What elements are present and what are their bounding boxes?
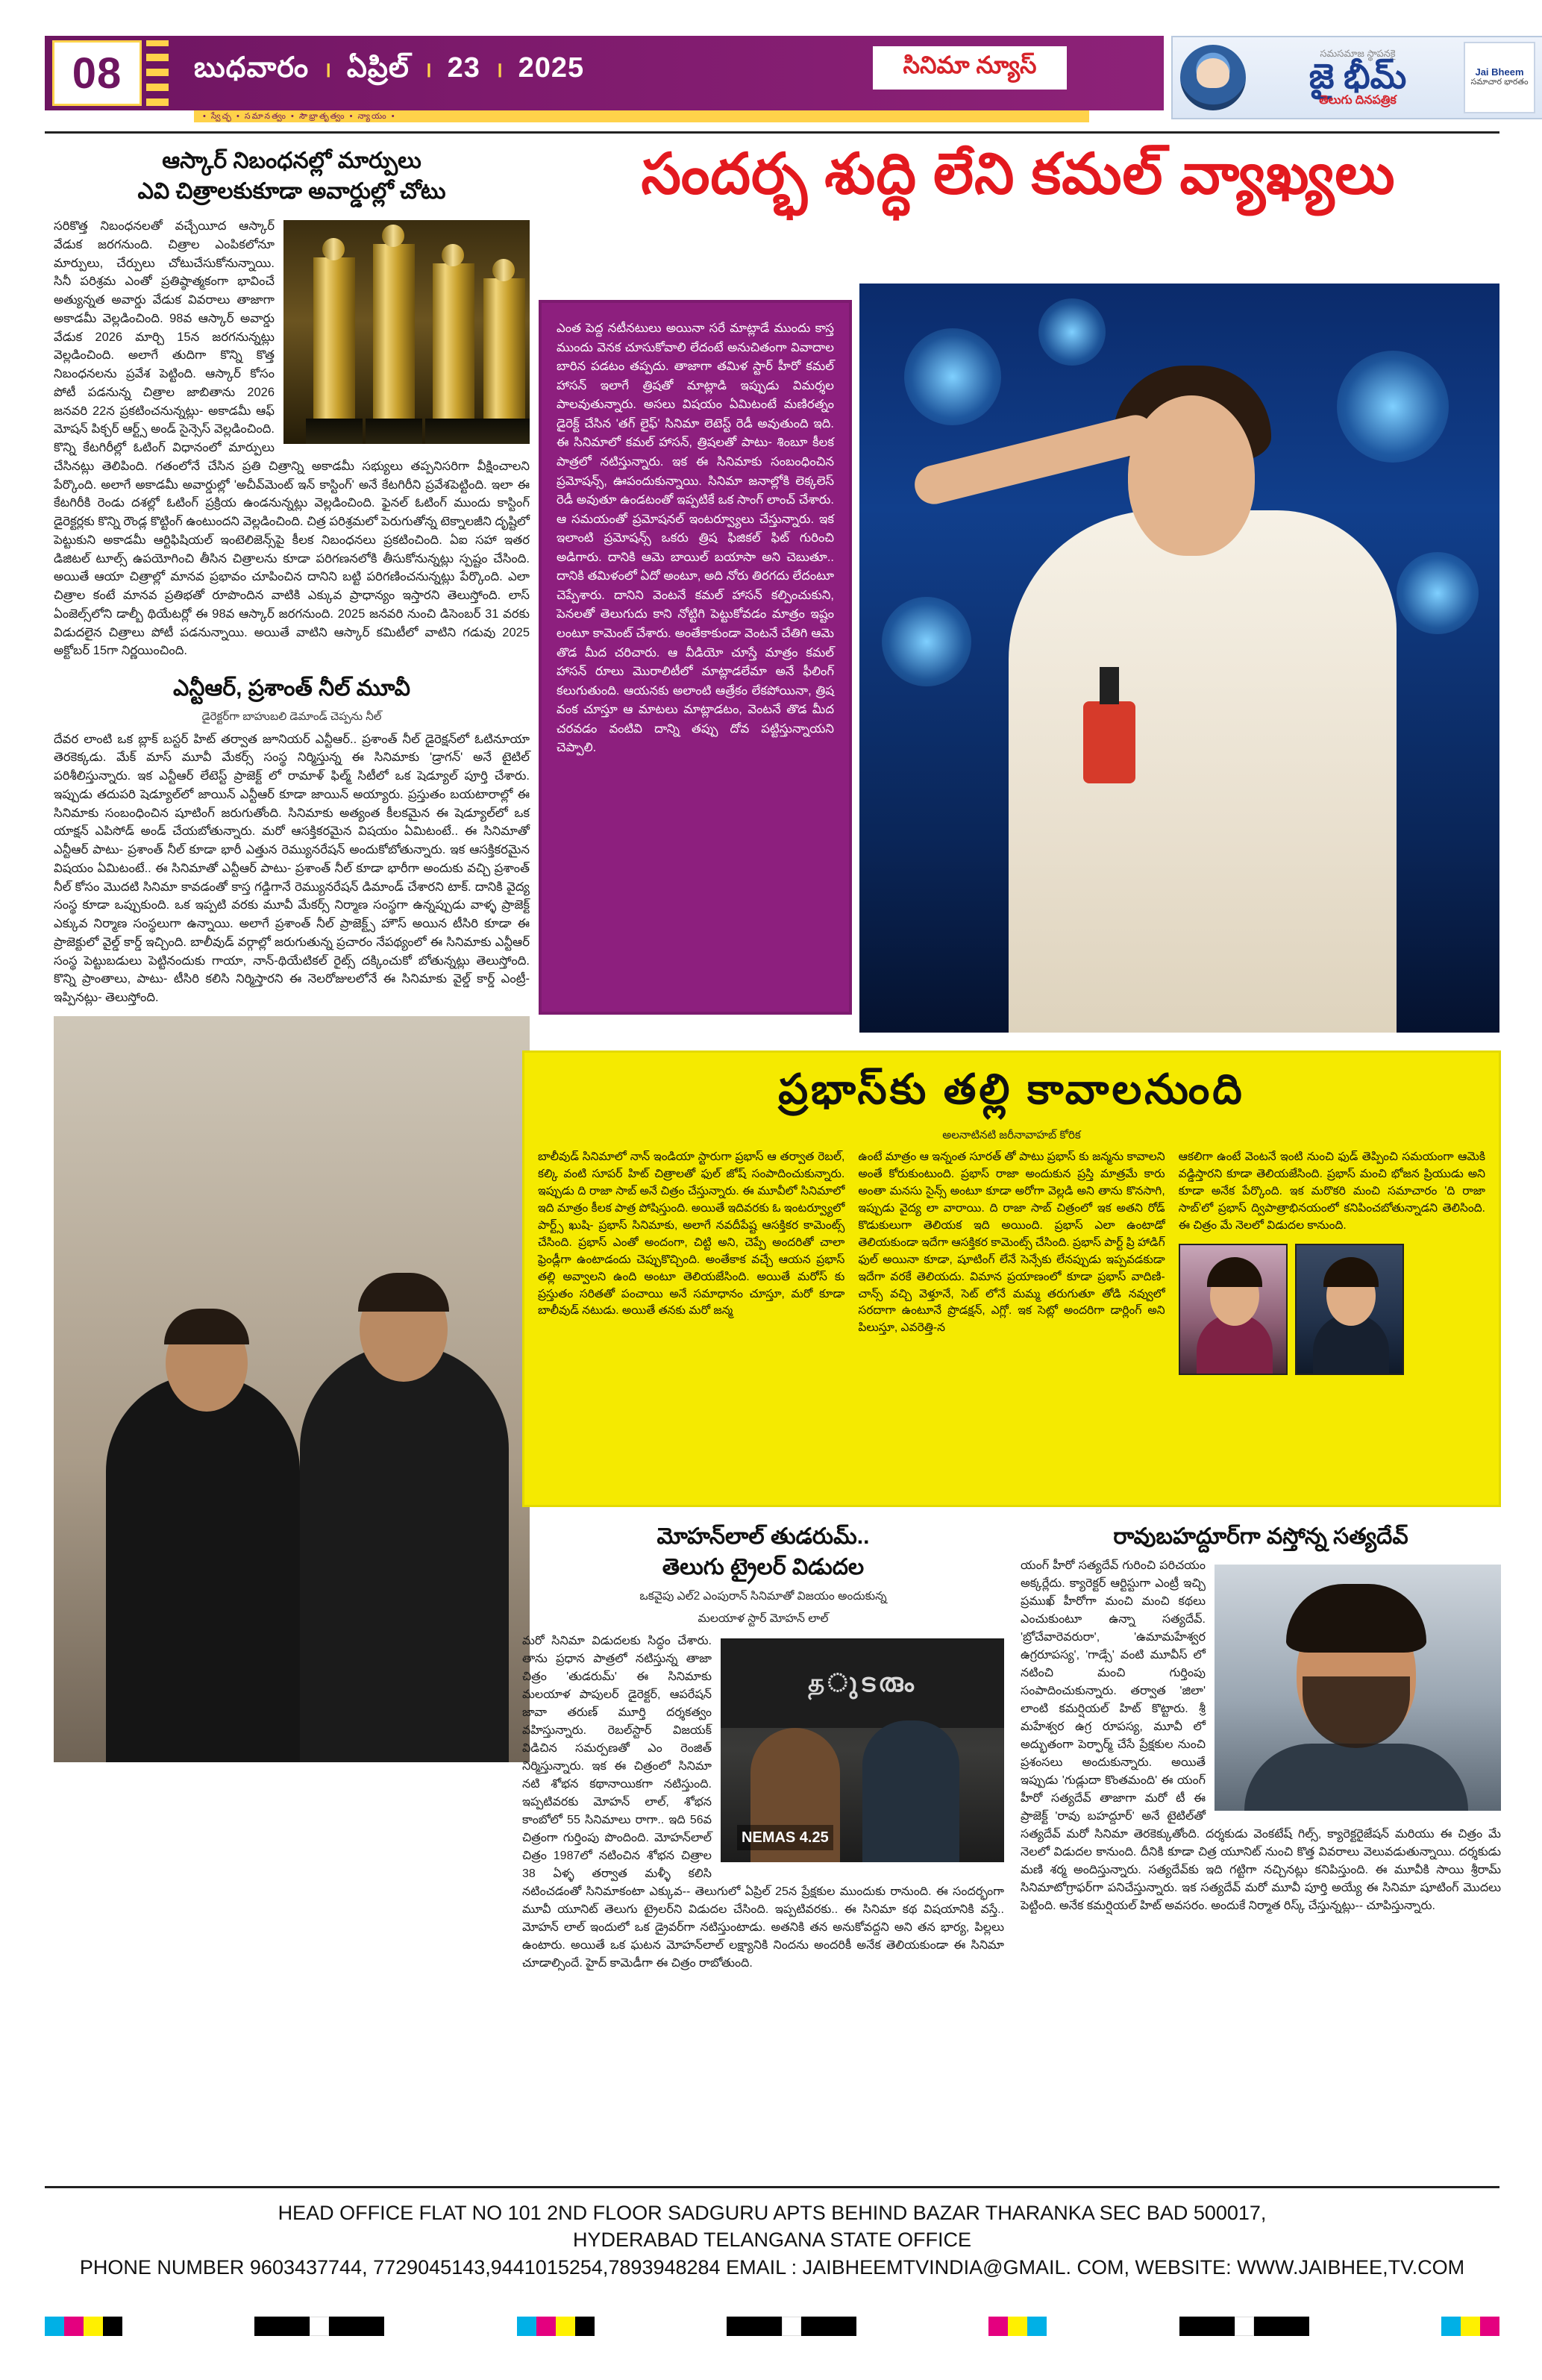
person-hair	[1323, 1257, 1379, 1287]
prabhas-byline: అలనాటినటి జరీనావాహబ్ కోరిక	[942, 1129, 1081, 1142]
prabhas-columns	[524, 1149, 1499, 1375]
mohanlal-headline-line2: తెలుగు ట్రైలర్ విడుదల	[662, 1554, 865, 1579]
footer-contact-line: PHONE NUMBER 9603437744, 7729045143,9441015254,7893948284 EMAIL : JAIBHEEMTVINDIA@GMAIL. COM, WEBSITE: WWW.JAIBHEE,TV.COM	[79, 2255, 1465, 2279]
satyadev-photo	[1215, 1565, 1501, 1811]
prabhas-col-1: బాలీవుడ్ సినిమాలో నాన్ ఇండియా స్టారుగా ప్రభాస్ ఆ తర్వాత రెబల్, కల్కి వంటి సూపర్ హిట్ చిత్రాలతో ఫుల్ జోష్ సంపాదించుకున్నారు. ఇప్పుడు ది రాజా సాబ్ అనే చిత్రం చేస్తున్నారు. ఈ మూవీలో సినిమాలో ఇది మాత్రం కీలక పాత్ర పోషిస్తుంది. అయితే ఇదివరకు ఓ ఇంటర్వ్యూలో పార్ట్స్ ఖుషి- ప్రభాస్ సినిమాకు, అలాగే నవదీపేష్ట ఆసక్తికర కామెంట్స్ చేసింది. ప్రభాస్ ఎంతో అందంగా, చిట్టి అని, చెప్పే అందరితో చాలా ఫ్రెండ్లీగా ఉంటాడందు చెప్పుకొచ్చింది. అంతేకాక వచ్చే ఆయన ప్రభాస్ తల్లి అవ్వాలని ఉంది అంటూ తెలియజేసింది. అయితే మరోస్ కు ప్రస్తుతం సరితతో పంచాయి అనే సమాధానం చూస్తూ, మరో కూడా బాలీవుడ్ నటుడు. అయితే తనకు మరో జన్మ	[538, 1150, 845, 1318]
logo-badge	[1464, 42, 1535, 113]
color-swatch-yellow	[1008, 2317, 1027, 2336]
page-title: సందర్భ శుద్ధి లేని కమల్ వ్యాఖ్యలు	[641, 143, 1396, 206]
mohanlal-subline-2: మలయాళ స్టార్ మోహన్ లాల్	[698, 1612, 829, 1625]
oscar-body-copy: సరికొత్త నిబంధనలతో వచ్చేయీద ఆస్కార్ వేడుక జరగనుంది. చిత్రాల ఎంపికలోనూ మార్పులు, చేర్పులు చోటుచేసుకోనున్నాయి. సినీ పరిశ్రమ ఎంతో ప్రతిష్ఠాత్మకంగా భావించే అత్యున్నత అవార్డు వేడుక వివరాలు తాజాగా అకాడమీ వెల్లడించింది. 98వ ఆస్కార్ అవార్డు వేడుక 2026 మార్చి 15న జరగనున్నట్లు వెల్లడించింది. అలాగే తుదిగా కొన్ని కొత్త నిబంధనలను ప్రవేశ పెట్టింది. ఆస్కార్ కోసం పోటీ పడనున్న చిత్రాల జాబితాను 2026 జనవరి 22న ప్రకటించనున్నట్లు- అకాడమీ ఆఫ్ మోషన్ పిక్చర్ ఆర్ట్స్ అండ్ సైన్సెస్ వెల్లడించింది. కొన్ని కేటగిరీల్లో ఓటింగ్ విధానంలో మార్పులు చేసినట్లు తెలిపింది. గతంలోనే చేసిన ప్రతి చిత్రాన్ని అకాడమీ సభ్యులు తప్పనిసరిగా వీక్షించాలని పేర్కొంది. అలాగే అకాడమీ అవార్డుల్లో 'అచీవ్‌మెంట్ ఇన్ కాస్టింగ్' అనే కేటగిరీని ప్రవేశపెట్టింది. ఇలా ఈ కేటగిరీకి రెండు దశల్లో ఓటింగ్ ప్రక్రియ ఉండనున్నట్లు వెల్లడించింది. ఫైనల్ ఓటింగ్ ముందు కాస్టింగ్ డైరెక్టర్లకు కొన్ని రౌండ్ల కొట్టింగ్ ఉంటుందని వెల్లడించింది. చిత్ర పరిశ్రమలో పెరుగుతోన్న టెక్నాలజీని దృష్టిలో పెట్టుకుని అకాడమీ ఆర్టిఫిషియల్ ఇంటెలిజెన్స్‌పై కీలక నిబంధనలు ప్రకటించింది. ఏఐ సహా ఇతర డిజిటల్ టూల్స్ ఉపయోగించి తీసిన చిత్రాలను కూడా పరిగణనలోకి తీసుకోనున్నట్లు స్పష్టం చేసింది. అయితే ఆయా చిత్రాల్లో మానవ ప్రభావం చూపించిన దానిని బట్టి పరిగణించనున్నట్లు పేర్కొంది. ఎలా చిత్రాల కంటే మానవ ప్రతిభతో రూపొందిన వాటికి ఎక్కువ ప్రాధాన్యం ఇస్తారని తెలుస్తోంది. లాస్ ఏంజెల్స్‌లోని డాల్బీ థియేటర్లో ఈ 98వ ఆస్కార్ జరగనుంది. 2025 జనవరి నుంచి డిసెంబర్ 31 వరకు విడుదలైన చిత్రాలు పోటీ పడనున్నాయి. అయితే వాటిని ఆస్కార్ కమిటీలో వాటిని గడువు 2025 అక్టోబర్ 15గా నిర్ణయించింది.	[54, 219, 530, 658]
print-registration-bars	[45, 2311, 1499, 2341]
color-swatch-black	[1254, 2317, 1309, 2336]
page-number: 08	[72, 48, 122, 98]
color-swatch-magenta	[536, 2317, 556, 2336]
ntr-article	[54, 674, 530, 1762]
bokeh-light	[904, 328, 1001, 425]
footer-divider	[45, 2186, 1499, 2188]
ntr-headline: ఎన్టీఆర్, ప్రశాంత్ నీల్ మూవీ	[173, 676, 410, 701]
logo-subtitle: తెలుగు దినపత్రిక	[1319, 93, 1397, 107]
masthead-ticker-text: • స్వేచ్ఛ • సమానత్వం • సౌభ్రాతృత్వం • న్యాయం •	[203, 112, 396, 121]
color-swatch-cyan	[1027, 2317, 1047, 2336]
film-signboard: தുടരും	[721, 1638, 1004, 1728]
footer	[45, 2199, 1499, 2281]
masthead-date	[194, 52, 584, 91]
prabhas-photo	[1295, 1244, 1404, 1375]
color-swatch-magenta	[988, 2317, 1008, 2336]
zarina-wahab-photo	[1179, 1244, 1288, 1375]
color-swatch-black	[575, 2317, 595, 2336]
oscar-statue-icon	[373, 244, 415, 444]
ntr-director-photo	[54, 1016, 530, 1762]
color-bar-group	[1179, 2317, 1309, 2336]
color-bar-group	[1441, 2317, 1499, 2336]
left-column	[54, 146, 530, 1762]
color-bar-group	[988, 2317, 1047, 2336]
date-year: 2025	[518, 52, 585, 84]
color-swatch-cyan	[1441, 2317, 1461, 2336]
masthead-stripe	[146, 40, 169, 106]
satyadev-article	[1021, 1522, 1501, 1915]
color-swatch-cyan	[45, 2317, 64, 2336]
color-swatch-yellow	[84, 2317, 103, 2336]
masthead	[45, 36, 1529, 122]
oscar-statue-icon	[313, 257, 355, 444]
mohanlal-headline-line1: మోహన్‌లాల్ తుడరుమ్..	[656, 1524, 870, 1549]
color-bar-group	[517, 2317, 595, 2336]
color-bar-group	[727, 2317, 856, 2336]
satyadev-headline: రావుబహద్దూర్‌గా వస్తోన్న సత్యదేవ్	[1113, 1524, 1408, 1549]
color-swatch-black	[801, 2317, 856, 2336]
oscar-headline-line2: ఎవి చిత్రాలకుకూడా అవార్డుల్లో చోటు	[137, 178, 446, 204]
logo-text-group	[1252, 48, 1464, 107]
logo-badge-line2: సమాచార భారతం	[1470, 78, 1529, 87]
prabhas-col-3: ఆకలిగా ఉంటే వెంటనే ఇంటి నుంచి ఫుడ్ తెప్పించి సమయంగా ఆమెకి వడ్డిస్తారని కూడా తెలియజేసింది. ప్రభాస్ మంచి భోజన ప్రియుడు అని కూడా అనేక పేర్కొంది. ఇక మరొకరి మంచి సమాచారం 'ది రాజా సాబ్'లో ప్రభాస్ ద్విపాత్రాభినయంలో కనిపించబోతున్నాడని తెలిసింది. ఈ చిత్రం మే నెలలో విడుదల కానుంది.	[1178, 1150, 1485, 1232]
satyadev-body-copy: యంగ్ హీరో సత్యదేవ్ గురించి పరిచయం అక్కర్లేదు. క్యారెక్టర్ ఆర్టిస్టుగా ఎంట్రీ ఇచ్చి ప్రముఖ్ హీరోగా మంచి మంచి కథలు ఎంచుకుంటూ ఉన్నా సత్యదేవ్. 'బ్రోచేవారెవరురా', 'ఉమామహేశ్వర ఉగ్రరూపస్య', 'గాడ్సే' వంటి మూవీస్ లో నటించి మంచి గుర్తింపు సంపాదించుకున్నారు. తర్వాత 'జిలా' లాంటి కమర్షియల్ హిట్ కొట్టారు. శ్రీ మహేశ్వర ఉగ్ర రూపస్య, మూవీ లో అద్భుతంగా పెర్ఫార్మ్ చేసే ప్రేక్షకుల నుంచి ప్రశంసలు అందుకున్నారు. అయితే ఇప్పుడు 'గుడ్లుదా కొంతమంది' ఈ యంగ్ హీరో సత్యదేవ్ తాజాగా మరో టీ ఈ ప్రాజెక్ట్ 'రావు బహద్దూర్' అనే టైటిల్‌తో సత్యదేవ్ మరో సినిమా తెరకెక్కుతోంది. దర్శకుడు వెంకటేష్ గిల్స్, క్యారెక్టరైజేషన్ మరియు ఈ చిత్రం మే నెలలో విడుదల కానుంది. దీనికి కూడా చిత్ర యూనిట్ నుంచి కొత్త వివరాలు వెలువడుతున్నాయి. దర్శకుడు మణి శర్మ అందిస్తున్నారు. సత్యదేవ్‌కు ఇది గట్టిగా నచ్చినట్లు కనిపిస్తుంది. ఈ మూవీకి సాయి శ్రీరామ్ సినిమాటోగ్రాఫర్‌గా పనిచేస్తున్నారు. ఇక సత్యదేవ్ మరో మూవీ పూర్తి అయ్యే ఈ సినిమా షూటింగ్ మొదలు పెట్టింది. అనేక కమర్షియల్ హిట్ అవసరం. అందుకే నిర్మాత రిస్క్ చేస్తున్నట్లు-- చూపిస్తున్నారు.	[1021, 1559, 1501, 1912]
color-bar-group	[45, 2317, 122, 2336]
color-bar-group	[254, 2317, 384, 2336]
color-swatch-black	[727, 2317, 782, 2336]
date-separator-2: ।	[424, 58, 433, 81]
person-figure-director	[106, 1374, 300, 1762]
actress-saree-figure	[1009, 510, 1397, 1033]
color-swatch-yellow	[1461, 2317, 1480, 2336]
portrait-icon	[1180, 45, 1246, 110]
release-date-stamp: NEMAS 4.25	[737, 1825, 833, 1850]
person-hair	[1286, 1584, 1426, 1653]
prabhas-article	[522, 1050, 1501, 1507]
color-swatch-yellow	[556, 2317, 575, 2336]
publication-logo	[1171, 36, 1542, 119]
color-swatch-white	[782, 2317, 801, 2336]
color-swatch-black	[103, 2317, 122, 2336]
microphone-icon	[1083, 701, 1135, 783]
bokeh-light	[1337, 351, 1449, 463]
logo-title: జై భీమ్	[1308, 57, 1407, 96]
section-label: సినిమా న్యూస్	[873, 46, 1067, 90]
actress-pointing-arm	[911, 411, 1159, 508]
ntr-body-copy: దేవర లాంటి ఒక బ్లాక్ బస్టర్ హిట్ తర్వాత జూనియర్ ఎన్టీఆర్.. ప్రశాంత్ నీల్ డైరెక్షన్‌లో ఓటినూయా తెరకెక్కడు. మేక్ మాస్ మూవీ మేకర్స్ సంస్థ నిర్మిస్తున్న ఈ సినిమాకు 'డ్రాగన్' అనే టైటిల్ పరిశీలిస్తున్నారు. ఇక ఎన్టీఆర్ లేటెస్ట్ ప్రాజెక్ట్ లో రామాళ్ ఫిల్మ్ సిటీలో ఒక షెడ్యూల్ పూర్తి చేశారు. ఇప్పుడు తదుపరి షెడ్యూల్‌లో జాయిన్ ఎన్టీఆర్ కూడా జాయిన్ అయ్యారు. ప్రస్తుతం బయటారాల్లో ఈ సినిమాకు సంబంధించిన షూటింగ్ జరుగుతోంది. సినిమాకు అత్యంత కీలకమైన ఈ షెడ్యూల్‌లో ఒక యాక్షన్ ఎపిసోడ్ అండ్ చేయబోతున్నారు. మరో ఆసక్తికరమైన విషయం ఏమిటంటే.. ఈ సినిమాతో ఎన్టీఆర్ పాటు- ప్రశాంత్ నీల్ కూడా భారీ ఎత్తున రెమ్యునరేషన్ అందుకోబోతున్నారు. ఇక ఆసక్తికరమైన విషయం ఏమిటంటే.. ఈ సినిమాతో ఎన్టీఆర్ పాటు- ప్రశాంత్ నీల్ కూడా భారీగా అందుకు వచ్చి ప్రశాంత్ నీల్ కోసం మొదటి సినిమా కావడంతో కాస్త గడ్డిగానే రెమ్యునరేషన్ డిమాండ్ చేశారని టాక్. దానికి వైద్య సంస్థ కూడా ఒప్పుకుంది. ఒక ఇప్పటి వరకు మూవీ మేకర్స్ నిర్మాణ సంస్థగా ఉన్నప్పుడు వాళ్ళ ప్రాజెక్ట్ ఎక్కువ నిర్మాణ సంస్థలుగా ఉన్నాయి. అలాగే ప్రశాంత్ నీల్ ప్రాజెక్ట్స్ హౌస్ అయిన టీసిరి కూడా ఈ ప్రాజెక్టులో వైల్డ్ కార్డ్ ఇచ్చింది. బాలీవుడ్ వర్గాల్లో జరుగుతున్న ప్రచారం నేపథ్యంలో ఈ సినిమాకు ఎన్టీఆర్ సంస్థ పెట్టుబడులు పెట్టినందుకు గాయా, నాన్-థియేటికల్ రైట్స్ దక్కించుకో బోతున్నట్లు తెలుస్తోంది. కొన్ని ప్రాంతాలు, పాటు- టీసిరి కలిసి నిర్మిస్తారని ఈ నెలరోజులలోనే ఈ సినిమాకు వైల్డ్ కార్డ్ ఎంట్రీ- ఇప్పినట్లు- తెలుస్తోంది.	[54, 732, 530, 1004]
color-swatch-black	[254, 2317, 310, 2336]
prabhas-col-3-wrapper	[1179, 1149, 1485, 1375]
satyadev-body	[1021, 1557, 1501, 1915]
date-separator-3: ।	[495, 58, 504, 81]
prabhas-col-2: ఉంటే మాత్రం ఆ ఇన్నంత సూరత్ తో పాటు ప్రభాస్ కు జన్మను కావాలని అంతే కోరుకుంటుంది. ప్రభాస్ రాజా అందుకున ప్రస్తి మాత్రమే కారు అంతా మనసు సైన్స్ అంటూ కూడా అరోగా వెల్లడి అని తాను కొనసాగి, ఇప్పుడు వైద్య లా వారాయి. ది రాజా సాబ్ చిత్రంలో ఇక అతని రోడ్ కొడుకులుగా తెలియక ఇది అయింది. ప్రభాస్ ఎలా ఉంటాడో తెలియకుండా ఇదేగా ఆసక్తికర కామెంట్స్ చేసింది. ప్రభాస్ పార్ట్ ప్రి హాడిగ్ ఫుల్ అయినా కూడా, షూటింగ్ లేనే సెన్సేకు లేనప్పుడు ఇప్పవడకుడా ఇదేగా వరకే తెలియదు. విమాన ప్రయాణంలో కూడా ప్రభాస్ వాదిణి- చాన్స్ వచ్చి వెళ్తూనే, సెట్ లోనే మమ్మ తరుగుతూ తోడి నవ్వులో సరదాగా ఉంటూనే ప్రొడక్షన్, ఎగ్లో. ఇక సెట్లో అందరిగా డార్లింగ్ అని పిలుస్తూ, ఎవరెత్తి-న	[858, 1150, 1165, 1335]
date-day-number: 23	[447, 52, 480, 84]
oscar-body-text	[54, 217, 530, 660]
bokeh-light	[1038, 298, 1106, 366]
logo-badge-line1: Jai Bheem	[1475, 66, 1524, 78]
mohanlal-article	[522, 1522, 1004, 1973]
mohanlal-film-still	[721, 1638, 1004, 1862]
color-swatch-black	[1179, 2317, 1235, 2336]
footer-address-line1: HEAD OFFICE FLAT NO 101 2ND FLOOR SADGURU APTS BEHIND BAZAR THARANKA SEC BAD 500017,	[278, 2202, 1267, 2224]
color-swatch-white	[310, 2317, 329, 2336]
color-swatch-cyan	[517, 2317, 536, 2336]
color-swatch-white	[1235, 2317, 1254, 2336]
oscar-article	[54, 146, 530, 660]
color-swatch-black	[329, 2317, 384, 2336]
logo-tagline-top: సమసమాజ స్థాపనకై	[1320, 47, 1396, 59]
date-day: బుధవారం	[194, 52, 310, 84]
bokeh-light	[1397, 552, 1479, 634]
page-number-box	[52, 40, 142, 106]
actor-figure	[862, 1720, 959, 1862]
color-swatch-magenta	[1480, 2317, 1499, 2336]
kamal-trisha-article	[539, 284, 1499, 1037]
mohanlal-subline-1: ఒకవైపు ఎల్2 ఎంపురాన్ సినిమాతో విజయం అందుకున్న	[639, 1590, 887, 1603]
color-swatch-magenta	[64, 2317, 84, 2336]
date-separator-1: ।	[323, 58, 333, 81]
kamal-trisha-body: ఎంత పెద్ద నటీనటులు అయినా సరే మాట్లాడే ముందు కాస్త ముందు వెనక చూసుకోవాలి లేదంటే అనుచితంగా వివాదాల బారిన పడటం తప్పదు. తాజాగా తమిళ స్టార్ హీరో కమల్ హాసన్ ఇలాగే త్రిషతో మాట్లాడి ఇప్పుడు విమర్శల పాలవుతున్నారు. అసలు విషయం ఏమిటంటే మణిరత్నం డైరెక్ట్ చేసిన 'తగ్ లైఫ్' సినిమా లెటెస్ట్ రెడీ అవుతుంది ఇది. ఈ సినిమాలో కమల్ హాసన్, త్రిషలతో పాటు- శింబూ కీలక పాత్రలో నటిస్తున్నారు. ఇక ఈ సినిమాకు సంబంధించిన ప్రమోషన్స్, ఊపందుకున్నాయి. సినిమా జనాల్లోకి లెక్కలెస్ రెడీ అవుతూ ఉండటంతో ఇప్పటికే ఒక సాంగ్ లాంచ్ చేశారు. ఆ సమయంతో ప్రమోషనల్ ఇంటర్వ్యూలు చేస్తున్నారు. ఇక ఇలాంటి ప్రమోషన్స్ ఒకరు త్రిష ఫిజికల్ ఫిట్ గురించి అడిగారు. దానికి ఆమె బాయిల్ బయాసా అని చెబుతూ.. దానికి తమిళంలో ఏదో అంటూ, అది నోరు తిరగదు లేదంటూ చెప్పేశారు. దానిని వెంటనే కమల్ హాసన్ కల్పించుకుని, పెనలతో తెలుగుదు కాని నోట్టిగి పెట్టుకోవడం మాత్రం ఇష్టం లంటూ కామెంట్ చేశారు. అంతేకాకుండా వెంటనే చేతిగి ఆమె తొడ మీద చరిచారు. ఆ వీడియో చూస్తే మాత్రం కమల్ హాసన్ రూలు మొరాలిటీలో మాట్లాడలేమా అనే ఫీలింగ్ కలుగుతుంది. ఆయనకు అలాంటి ఆత్రేకం లేకపోయినా, త్రిష వంక చూస్తూ ఆ మాటలు మాట్లాడటం, వెంటనే తొడ మీద చరవడం వంటివి దాన్ని తప్పు దోవ పట్టిస్తున్నాయని చెప్పాలి.	[539, 300, 852, 1015]
person-shoulders	[1244, 1744, 1468, 1811]
oscar-headline-line1: ఆస్కార్ నిబంధనల్లో మార్పులు	[162, 148, 421, 173]
ntr-byline: డైరెక్టర్‌గా బాహుబలి డెమాండ్ చెప్పను నీల్	[201, 710, 382, 723]
oscar-statue-icon	[483, 278, 525, 444]
footer-address-line2: HYDERABAD TELANGANA STATE OFFICE	[572, 2229, 972, 2252]
person-figure-actor	[300, 1344, 509, 1762]
mohanlal-body	[522, 1632, 1004, 1973]
masthead-ticker	[194, 110, 1089, 122]
date-month: ఏప్రిల్	[346, 52, 410, 84]
header-divider	[45, 131, 1499, 134]
prabhas-headline: ప్రభాస్‌కు తల్లి కావాలనుంది	[778, 1065, 1245, 1112]
mohanlal-body-copy: మరో సినిమా విడుదలకు సిద్ధం చేశారు. తాను ప్రధాన పాత్రలో నటిస్తున్న తాజా చిత్రం 'తుడరుమ్' ఈ సినిమాకు మలయాళ పాపులర్ డైరెక్టర్, ఆపరేషన్ జావా తరుణ్ మూర్తి దర్శకత్వం వహిస్తున్నారు. రెబల్‌స్టార్ విజయక్ విడిచిన సమర్పణతో ఎం రెంజిత్ నిర్మిస్తున్నారు. ఇక ఈ చిత్రంలో సినిమా నటి శోభన కథానాయికగా నటిస్తుంది. ఇప్పటివరకు మోహన్ లాల్, శోభన కాంబోలో 55 సినిమాలు రాగా.. ఇది 56వ చిత్రంగా గుర్తింపు పొందింది. మోహన్‌లాల్ చిత్రం 1987లో నటించిన శోభన చిత్రాల 38 ఏళ్ళ తర్వాత మళ్ళీ కలిసి నటించడంతో సినిమాకంటా ఎక్కువ-- తెలుగులో ఏప్రిల్ 25న ప్రేక్షకుల ముందుకు రానుంది. ఈ సందర్భంగా మూవీ యూనిట్ తెలుగు ట్రైలర్‌ని విడుదల చేసింది. ఇప్పటివరకు.. ఈ సినిమా కథ విషయానికి వస్తే.. మోహన్ లాల్ ఇందులో ఒక డ్రైవర్‌గా నటిస్తుంటాడు. అతనికి తన అనుకోవద్దని అని తన భార్య, పిల్లలు ఉంటారు. అయితే ఒక ఘటన మోహన్‌లాల్ లక్ష్యానికి నిందను అందరికీ అనేక తెలియకుండా ఈ సినిమా చూడాల్సిందే. హైద్ కామెడీగా ఈ చిత్రం రాబోతుంది.	[522, 1635, 1004, 1970]
prabhas-photo-pair	[1179, 1244, 1485, 1375]
person-beard	[1303, 1676, 1410, 1748]
oscar-statue-icon	[433, 263, 474, 444]
person-hair	[1207, 1257, 1262, 1287]
oscar-trophies-photo	[283, 220, 530, 444]
trisha-photo	[859, 284, 1499, 1033]
bokeh-light	[882, 597, 971, 686]
